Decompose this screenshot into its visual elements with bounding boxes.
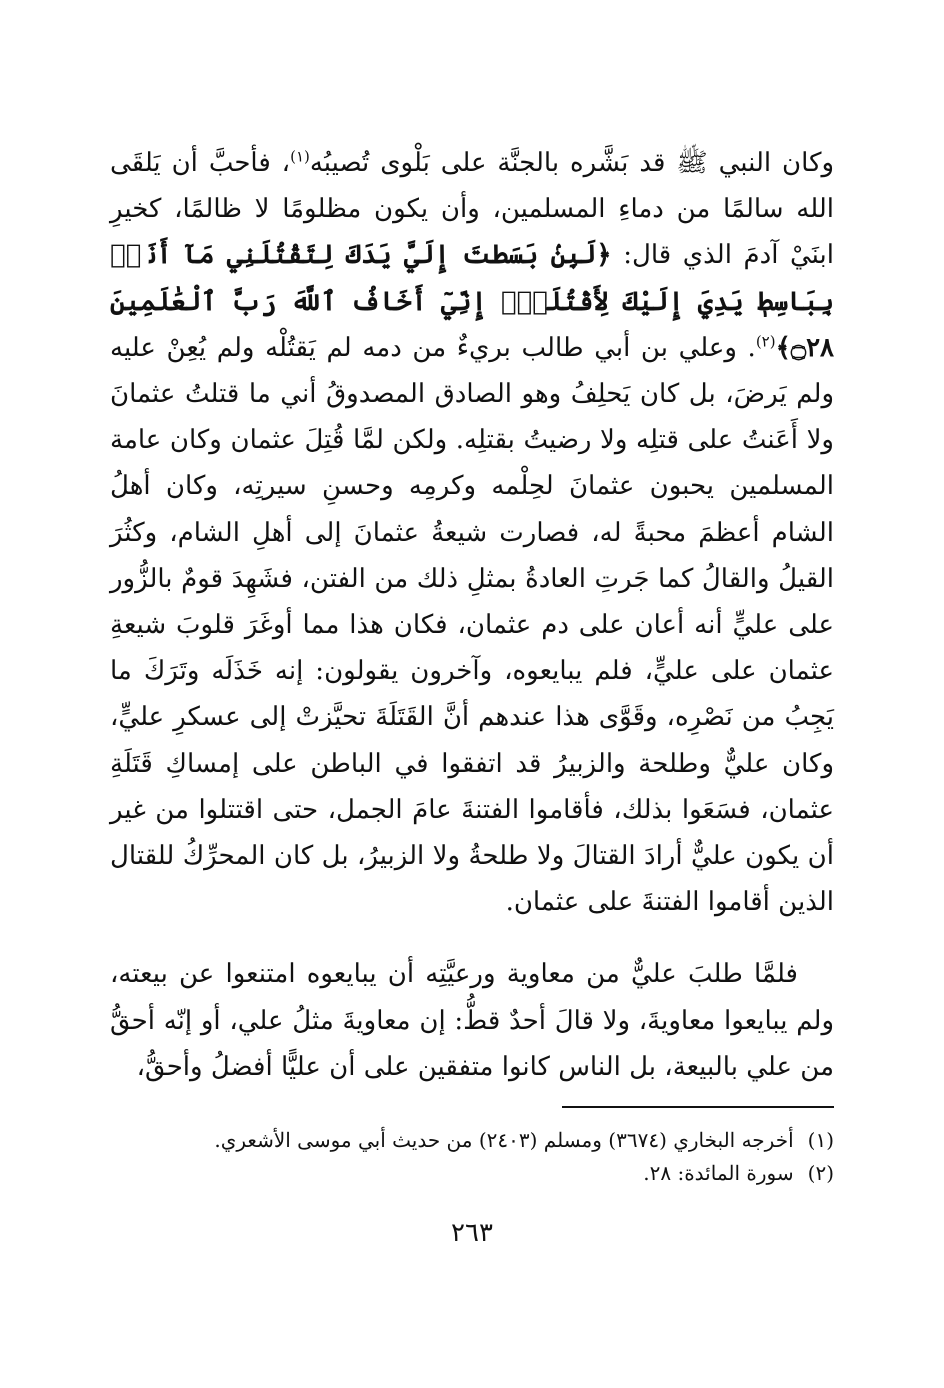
footnotes (110, 1124, 834, 1190)
footnote-2-text: سورة المائدة: ٢٨. (643, 1161, 794, 1185)
quran-verse: ﴿لَبِنۢ بَسَطتَ إِلَيَّ يَدَكَ لِتَقْتُلَنِي مَآ أَنَا۠ بِبَاسِطٖ يَدِيَ إِلَيْكَ لِأَقْتُلَكَۖ إِنِّيٓ أَخَافُ ٱللَّهَ رَبَّ ٱلْعَٰلَمِينَ ۝٢٨﴾ (110, 240, 834, 363)
footnote-ref-2: (٢) (755, 332, 776, 351)
footnote-divider (562, 1106, 834, 1108)
paragraph-1-part-c: . وعلي بن أبي طالب بريءٌ من دمه لم يَقتُلْه ولم يُعِنْ عليه ولم يَرضَ، بل كان يَحلِفُ وهو الصادق المصدوقُ أني ما قتلتُ عثمانَ ولا أَعَنتُ على قتلِه ولا رضيتُ بقتلِه. ولكن لمَّا قُتِلَ عثمان وكان عامة المسلمين يحبون عثمانَ لحِلْمه وكرمِه وحسنِ سيرتِه، وكان أهلُ الشام أعظمَ محبةً له، فصارت شيعةُ عثمانَ إلى أهلِ الشام، وكثُرَ القيلُ والقالُ كما جَرتِ العادةُ بمثلِ ذلك من الفتن، فشَهِدَ قومٌ بالزُّور على عليٍّ أنه أعان على دم عثمان، فكان هذا مما أوغَرَ قلوبَ شيعةِ عثمان على عليٍّ، فلم يبايعوه، وآخرون يقولون: إنه خَذَلَه وتَرَكَ ما يَجِبُ من نَصْرِه، وقَوَّى هذا عندهم أنَّ القَتَلَةَ تحيَّزتْ إلى عسكرِ عليٍّ، وكان عليٌّ وطلحة والزبيرُ قد اتفقوا في الباطن على إمساكِ قَتَلَةِ عثمان، فسَعَوا بذلك، فأقاموا الفتنةَ عامَ الجمل، حتى اقتتلوا من غير أن يكون عليٌّ أرادَ القتالَ ولا طلحةُ ولا الزبيرُ، بل كان المحرِّكُ للقتال الذين أقاموا الفتنةَ على عثمان. (110, 332, 834, 918)
footnote-2-number: (٢) (807, 1161, 834, 1185)
footnote-1 (110, 1124, 834, 1157)
footnote-ref-1: (١) (290, 147, 310, 166)
page-number: ٢٦٣ (451, 1218, 493, 1248)
paragraph-1-part-b: ، فأحبَّ أن يَلقَى الله سالمًا من دماءِ المسلمين، وأن يكون مظلومًا لا ظالمًا، كخيرِ ابنَيْ آدمَ الذي قال: (110, 148, 834, 271)
paragraph-2: فلمَّا طلبَ عليٌّ من معاوية ورعيَّتِه أن يبايعوه امتنعوا عن بيعته، ولم يبايعوا معاويةَ، ولا قالَ أحدٌ قطُّ: إن معاويةَ مثلُ علي، أو إنّه أحقُّ من علي بالبيعة، بل الناس كانوا متفقين على أن عليًّا أفضلُ وأحقُّ، (110, 959, 834, 1082)
paragraph-1-part-a: وكان النبي ﷺ قد بَشَّره بالجنَّة على بَلْوى تُصيبُه (309, 148, 835, 178)
footnote-1-number: (١) (807, 1128, 834, 1152)
main-text (110, 140, 834, 1090)
footnote-1-text: أخرجه البخاري (٣٦٧٤) ومسلم (٢٤٠٣) من حديث أبي موسى الأشعري. (214, 1128, 794, 1152)
paragraph-1 (110, 140, 834, 925)
footnote-2 (110, 1157, 834, 1190)
